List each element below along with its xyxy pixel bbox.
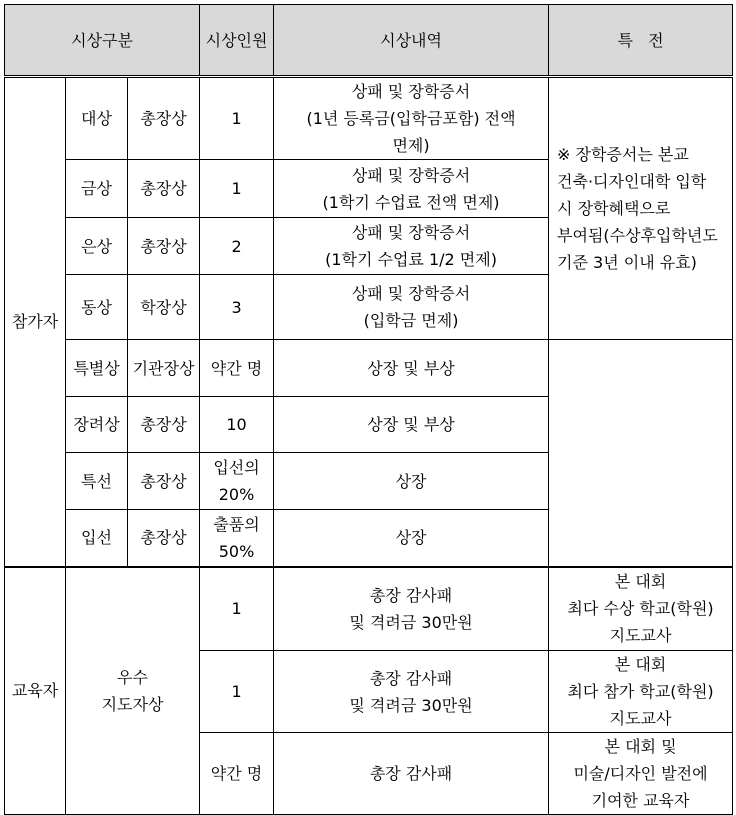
- award-name: 동상: [66, 275, 128, 340]
- header-category: 시상구분: [5, 5, 200, 77]
- benefit-note: ※ 장학증서는 본교 건축·디자인대학 입학 시 장학혜택으로 부여됨(수상후입학년도 기준 3년 이내 유효): [549, 77, 733, 340]
- award-benefit: 본 대회 최다 수상 학교(학원) 지도교사: [549, 567, 733, 651]
- award-type: 학장상: [128, 275, 200, 340]
- header-detail: 시상내역: [274, 5, 549, 77]
- award-type: 총장상: [128, 160, 200, 218]
- award-count: 1: [200, 77, 274, 160]
- award-name: 금상: [66, 160, 128, 218]
- award-detail: 상패 및 장학증서 (1학기 수업료 1/2 면제): [274, 218, 549, 275]
- award-detail: 총장 감사패 및 격려금 30만원: [274, 651, 549, 733]
- award-table-container: [4, 4, 733, 815]
- award-benefit: 본 대회 최다 참가 학교(학원) 지도교사: [549, 651, 733, 733]
- award-type: 총장상: [128, 510, 200, 567]
- award-count: 약간 명: [200, 340, 274, 397]
- table-row: [5, 340, 733, 397]
- award-count: 10: [200, 397, 274, 453]
- award-count: 약간 명: [200, 733, 274, 815]
- award-detail: 상패 및 장학증서 (입학금 면제): [274, 275, 549, 340]
- award-count: 3: [200, 275, 274, 340]
- award-count: 2: [200, 218, 274, 275]
- award-name: 장려상: [66, 397, 128, 453]
- award-benefit: 본 대회 및 미술/디자인 발전에 기여한 교육자: [549, 733, 733, 815]
- award-detail: 상패 및 장학증서 (1학기 수업료 전액 면제): [274, 160, 549, 218]
- award-count: 1: [200, 160, 274, 218]
- award-count: 출품의 50%: [200, 510, 274, 567]
- header-count: 시상인원: [200, 5, 274, 77]
- award-type: 총장상: [128, 218, 200, 275]
- award-type: 총장상: [128, 397, 200, 453]
- award-name: 대상: [66, 77, 128, 160]
- table-row: [5, 77, 733, 160]
- award-name: 특선: [66, 453, 128, 510]
- award-type: 기관장상: [128, 340, 200, 397]
- award-name: 특별상: [66, 340, 128, 397]
- award-count: 입선의 20%: [200, 453, 274, 510]
- award-detail: 상패 및 장학증서 (1년 등록금(입학금포함) 전액 면제): [274, 77, 549, 160]
- award-count: 1: [200, 651, 274, 733]
- award-detail: 상장: [274, 453, 549, 510]
- award-table: [4, 4, 733, 815]
- award-name: 입선: [66, 510, 128, 567]
- group-educator: 교육자: [5, 567, 66, 815]
- award-detail: 총장 감사패 및 격려금 30만원: [274, 567, 549, 651]
- award-detail: 상장 및 부상: [274, 397, 549, 453]
- award-detail: 상장: [274, 510, 549, 567]
- header-row: [5, 5, 733, 77]
- benefit-empty: [549, 340, 733, 567]
- award-detail: 총장 감사패: [274, 733, 549, 815]
- table-row: [5, 567, 733, 651]
- educator-award: 우수 지도자상: [66, 567, 200, 815]
- header-benefit: 특 전: [549, 5, 733, 77]
- award-count: 1: [200, 567, 274, 651]
- award-type: 총장상: [128, 453, 200, 510]
- group-participant: 참가자: [5, 77, 66, 567]
- award-name: 은상: [66, 218, 128, 275]
- award-type: 총장상: [128, 77, 200, 160]
- award-detail: 상장 및 부상: [274, 340, 549, 397]
